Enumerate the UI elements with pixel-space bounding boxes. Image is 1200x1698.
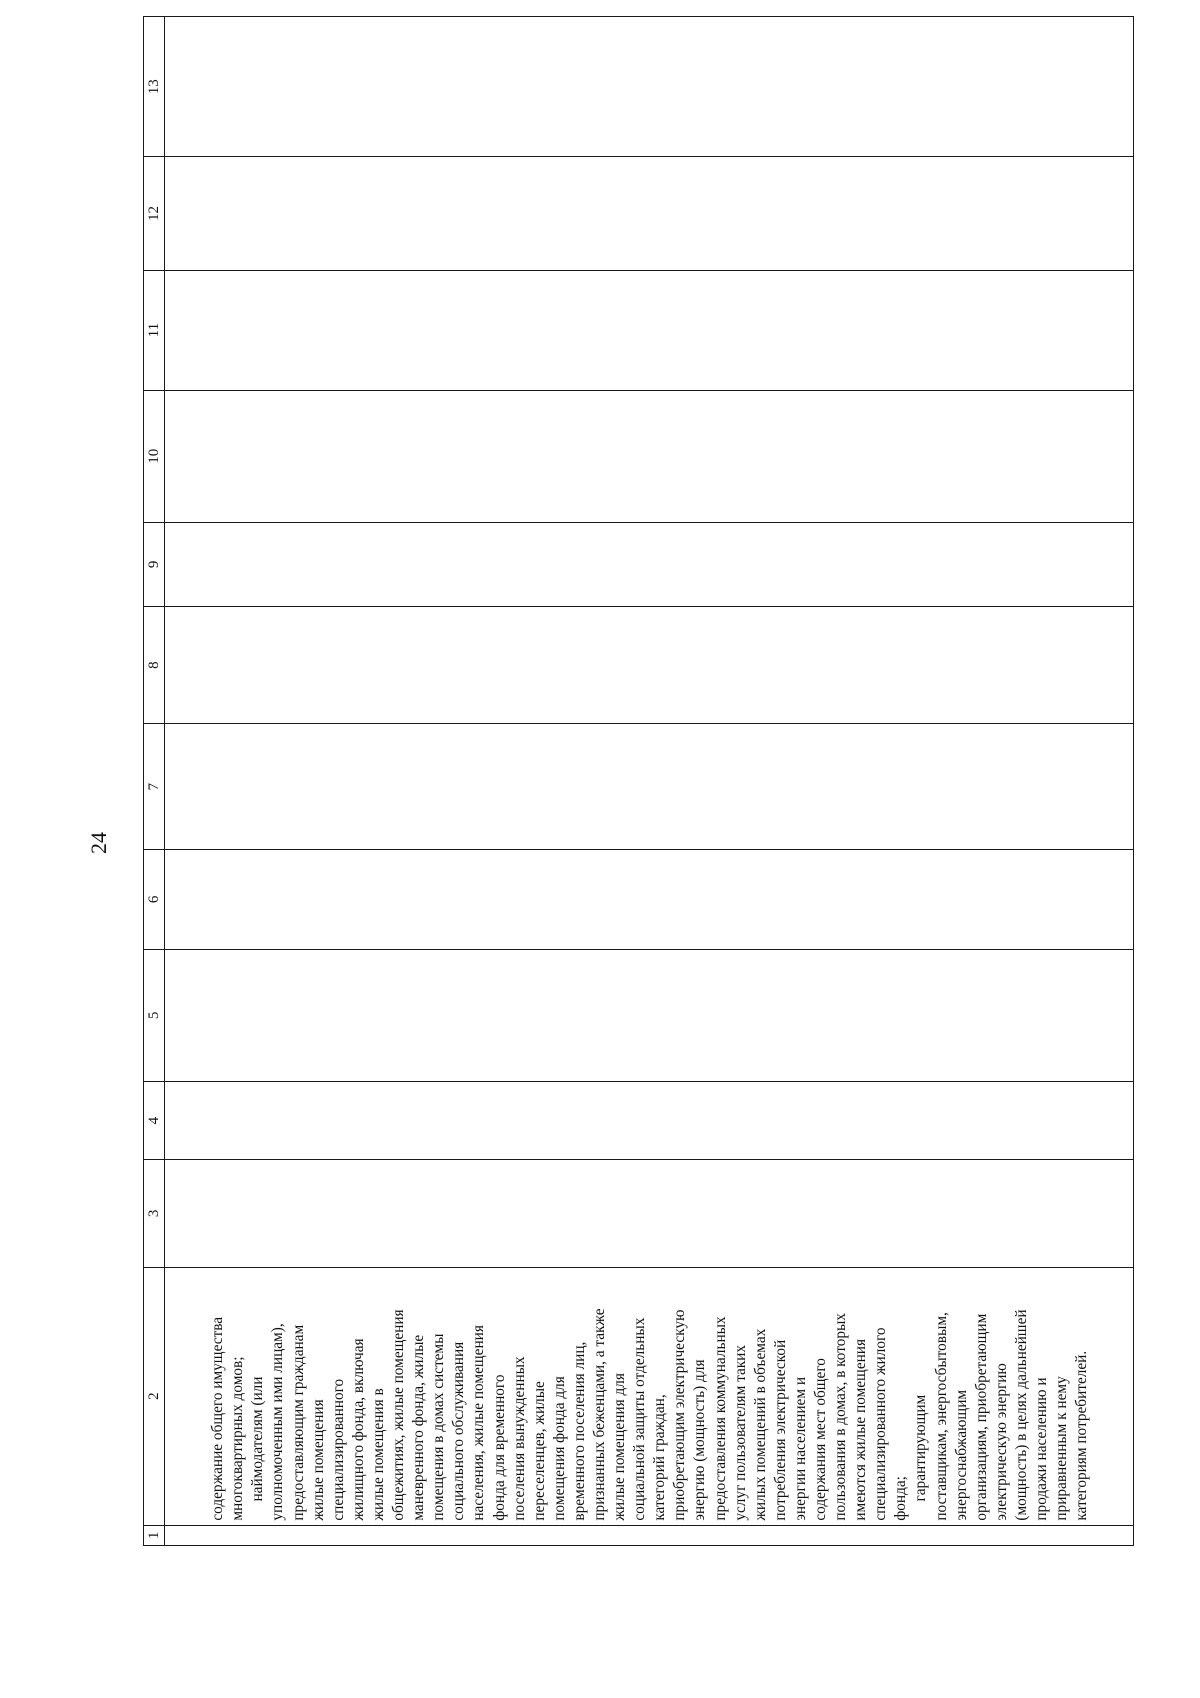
col2-text-line: пользования в домах, в которых <box>832 1313 850 1521</box>
col-header-6: 6 <box>144 850 165 950</box>
col2-text-line: энергии населением и <box>791 1376 809 1521</box>
data-table <box>143 16 1134 1546</box>
col2-text-line: многоквартирных домов; <box>229 1356 247 1521</box>
cell-col-13 <box>165 17 1134 157</box>
col2-text-line: поселения вынужденных <box>510 1356 528 1521</box>
col2-text-line: уполномоченным ими лицам), <box>269 1323 287 1521</box>
col-header-8: 8 <box>144 606 165 724</box>
col2-text-line: предоставляющим гражданам <box>289 1324 307 1521</box>
header-row <box>144 17 165 1546</box>
col2-text-line: организациям, приобретающим <box>972 1313 990 1521</box>
col2-text-line: переселенцев, жилые <box>530 1381 548 1521</box>
col-header-13: 13 <box>144 17 165 157</box>
cell-col-6 <box>165 850 1134 950</box>
cell-col-11 <box>165 270 1134 390</box>
col2-text-line: специализированного <box>329 1378 347 1521</box>
col2-text-line: содержание общего имущества <box>209 1316 227 1521</box>
col2-text-line: электрическую энергию <box>992 1363 1010 1521</box>
col2-text-line: помещения в домах системы <box>430 1333 448 1521</box>
cell-col-5 <box>165 949 1134 1081</box>
col-header-3: 3 <box>144 1160 165 1268</box>
col2-text-line: приобретающим электрическую <box>671 1309 689 1521</box>
cell-col-9 <box>165 522 1134 606</box>
cell-col-7 <box>165 724 1134 850</box>
col-header-7: 7 <box>144 724 165 850</box>
col-header-9: 9 <box>144 522 165 606</box>
col2-text-line: жилые помещения для <box>611 1373 629 1521</box>
col2-text-line: категорий граждан, <box>651 1394 669 1521</box>
col2-text-line: маневренного фонда, жилые <box>410 1334 428 1521</box>
col2-text-line: категориям потребителей. <box>1073 1350 1091 1521</box>
col2-text-line: жилых помещений в объемах <box>751 1328 769 1521</box>
col-header-1: 1 <box>144 1525 165 1545</box>
col2-text-line: приравненным к нему <box>1053 1376 1071 1521</box>
cell-col-4 <box>165 1082 1134 1160</box>
col2-text-line: поставщикам, энергосбытовым, <box>932 1312 950 1521</box>
col2-text-line: признанных беженцами, а также <box>590 1308 608 1521</box>
rotated-table-wrapper <box>143 16 1091 1546</box>
col-header-12: 12 <box>144 157 165 270</box>
col2-text-line: населения, жилые помещения <box>470 1325 488 1521</box>
col-header-11: 11 <box>144 270 165 390</box>
cell-col-3 <box>165 1160 1134 1268</box>
col2-text-line: (мощность) в целях дальнейшей <box>1012 1309 1030 1521</box>
col2-text-line: фонда; <box>892 1476 910 1521</box>
col2-text-line: жилые помещения в <box>369 1388 387 1521</box>
cell-col-2 <box>165 1267 1134 1525</box>
col2-text-line: жилые помещения <box>309 1399 327 1521</box>
cell-col-1 <box>165 1525 1134 1545</box>
col2-text-line: временного поселения лиц, <box>570 1341 588 1521</box>
col2-text-line: потребления электрической <box>771 1339 789 1521</box>
cell-col-8 <box>165 606 1134 724</box>
col2-text-line: социального обслуживания <box>450 1341 468 1521</box>
col2-text <box>208 1272 1092 1521</box>
cell-col-10 <box>165 390 1134 522</box>
col2-text-line: предоставления коммунальных <box>711 1316 729 1521</box>
col2-text-line: продажи населению и <box>1033 1377 1051 1521</box>
col2-text-line: содержания мест общего <box>812 1358 829 1521</box>
col2-text-line: гарантирующим <box>912 1394 930 1521</box>
col2-text-line: помещения фонда для <box>550 1376 568 1521</box>
col2-text-line: услуг пользователям таких <box>731 1344 749 1521</box>
col2-text-line: специализированного жилого <box>872 1327 890 1521</box>
table-row <box>165 17 1134 1546</box>
col2-text-line: общежитиях, жилые помещения <box>390 1309 408 1521</box>
cell-col-12 <box>165 157 1134 270</box>
col-header-5: 5 <box>144 949 165 1081</box>
col2-text-line: наймодателям (или <box>249 1376 267 1521</box>
col2-text-line: энергию (мощность) для <box>691 1359 709 1521</box>
col2-text-line: жилищного фонда, включая <box>349 1338 367 1521</box>
col-header-2: 2 <box>144 1267 165 1525</box>
col-header-10: 10 <box>144 390 165 522</box>
col2-text-line: социальной защиты отдельных <box>631 1317 649 1521</box>
col2-text-line: фонда для временного <box>490 1374 508 1521</box>
col2-text-line: энергоснабжающим <box>952 1389 970 1521</box>
col-header-4: 4 <box>144 1082 165 1160</box>
col2-text-line: имеются жилые помещения <box>852 1338 870 1521</box>
page-number: 24 <box>86 832 111 854</box>
